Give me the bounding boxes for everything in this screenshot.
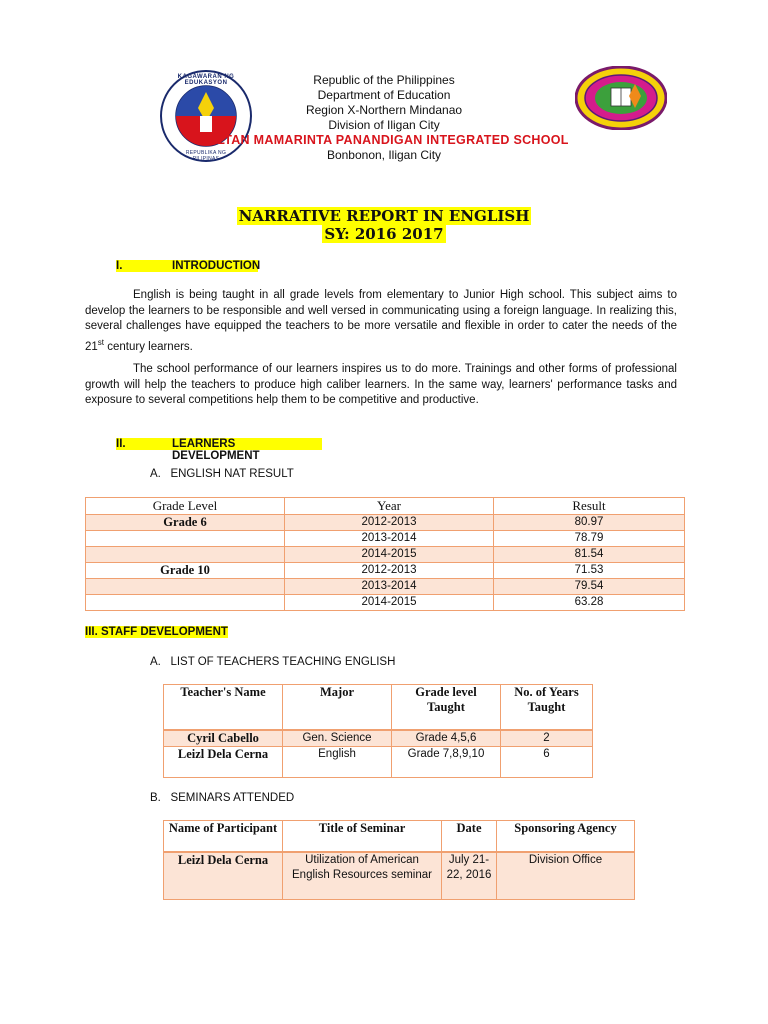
cell-teacher-name: Cyril Cabello xyxy=(164,730,283,747)
school-name: SULTAN MAMARINTA PANANDIGAN INTEGRATED SCHOOL xyxy=(199,133,569,147)
table-header-row xyxy=(164,821,635,853)
teachers-subheading: A. LIST OF TEACHERS TEACHING ENGLISH xyxy=(150,656,396,668)
seal-bottom-text: REPUBLIKA NG PILIPINAS xyxy=(185,150,227,162)
table-row xyxy=(86,515,685,531)
school-address: Bonbonon, Iligan City xyxy=(326,148,442,162)
intro-p1-text: English is being taught in all grade levels from elementary to Junior High school. This subject aims to develop the learners to be responsible and well versed in communicating using a foreign language. In realizing this, several challenges have equipped the teachers to be more versatile and flexible in order to cater the needs of the 21 xyxy=(85,289,677,353)
header-teacher-name: Teacher's Name xyxy=(164,685,283,731)
section-title: LEARNERS DEVELOPMENT xyxy=(172,438,260,462)
cell-result: 63.28 xyxy=(494,595,685,611)
cell-year: 2012-2013 xyxy=(285,515,494,531)
header-date: Date xyxy=(442,821,497,853)
cell-grade xyxy=(86,595,285,611)
section-num: I. xyxy=(116,260,123,272)
cell-participant: Leizl Dela Cerna xyxy=(164,852,283,900)
header-republic: Republic of the Philippines xyxy=(313,73,455,87)
header-grade-level: Grade Level xyxy=(86,498,285,515)
teachers-table xyxy=(163,684,593,778)
table-row xyxy=(164,852,635,900)
intro-p1-end: century learners. xyxy=(104,340,193,353)
table-row xyxy=(164,730,593,747)
report-title xyxy=(0,207,768,226)
cell-grade xyxy=(86,547,285,563)
section-introduction-heading xyxy=(116,260,261,272)
cell-year: 2013-2014 xyxy=(285,579,494,595)
header-years: No. of Years Taught xyxy=(501,685,593,731)
report-sy-text: SY: 2016 2017 xyxy=(324,225,444,243)
cell-grade xyxy=(86,531,285,547)
cell-grade: Grade 10 xyxy=(86,563,285,579)
table-row xyxy=(164,747,593,778)
header-major: Major xyxy=(283,685,392,731)
header-region: Region X-Northern Mindanao xyxy=(305,103,463,117)
cell-year: 2013-2014 xyxy=(285,531,494,547)
cell-agency: Division Office xyxy=(497,852,635,900)
cell-result: 80.97 xyxy=(494,515,685,531)
header-result: Result xyxy=(494,498,685,515)
cell-grade xyxy=(86,579,285,595)
cell-result: 79.54 xyxy=(494,579,685,595)
seal-top-text: KAGAWARAN NG EDUKASYON xyxy=(177,74,235,86)
intro-paragraph-1 xyxy=(85,288,677,355)
section-staff-heading: III. STAFF DEVELOPMENT xyxy=(85,626,228,638)
seminars-subheading: B. SEMINARS ATTENDED xyxy=(150,792,295,804)
cell-major: Gen. Science xyxy=(283,730,392,747)
table-row xyxy=(86,579,685,595)
cell-year: 2014-2015 xyxy=(285,595,494,611)
cell-grade-level: Grade 7,8,9,10 xyxy=(392,747,501,778)
section-num: II. xyxy=(116,438,126,450)
cell-year: 2014-2015 xyxy=(285,547,494,563)
report-title-text: NARRATIVE REPORT IN ENGLISH xyxy=(238,207,530,225)
header-seminar-title: Title of Seminar xyxy=(283,821,442,853)
intro-paragraph-2: The school performance of our learners inspires us to do more. Trainings and other forms of professional growth will help the teachers to produce high caliber learners. In the same way, learners' performance tasks and exposure to several competitions help them to be competitive and productive. xyxy=(85,363,677,406)
table-header-row xyxy=(86,498,685,515)
section-title: INTRODUCTION xyxy=(172,260,261,272)
cell-year: 2012-2013 xyxy=(285,563,494,579)
cell-grade-level: Grade 4,5,6 xyxy=(392,730,501,747)
table-row xyxy=(86,595,685,611)
cell-years: 6 xyxy=(501,747,593,778)
cell-grade: Grade 6 xyxy=(86,515,285,531)
nat-result-subheading: A. ENGLISH NAT RESULT xyxy=(150,468,294,480)
table-row xyxy=(86,531,685,547)
header-division: Division of Iligan City xyxy=(328,118,440,132)
report-sy xyxy=(0,225,768,244)
intro-p1-sup: st xyxy=(97,337,105,347)
cell-years: 2 xyxy=(501,730,593,747)
cell-result: 78.79 xyxy=(494,531,685,547)
cell-result: 81.54 xyxy=(494,547,685,563)
header-department: Department of Education xyxy=(317,88,451,102)
table-row xyxy=(86,563,685,579)
header-year: Year xyxy=(285,498,494,515)
nat-result-table xyxy=(85,497,685,611)
header-participant: Name of Participant xyxy=(164,821,283,853)
header-agency: Sponsoring Agency xyxy=(497,821,635,853)
cell-date: July 21-22, 2016 xyxy=(442,852,497,900)
header-grade-level: Grade level Taught xyxy=(392,685,501,731)
cell-result: 71.53 xyxy=(494,563,685,579)
section-learners-heading xyxy=(116,438,322,462)
cell-seminar-title: Utilization of American English Resources seminar xyxy=(283,852,442,900)
table-row xyxy=(86,547,685,563)
seminars-table xyxy=(163,820,635,900)
table-header-row xyxy=(164,685,593,731)
cell-teacher-name: Leizl Dela Cerna xyxy=(164,747,283,778)
cell-major: English xyxy=(283,747,392,778)
